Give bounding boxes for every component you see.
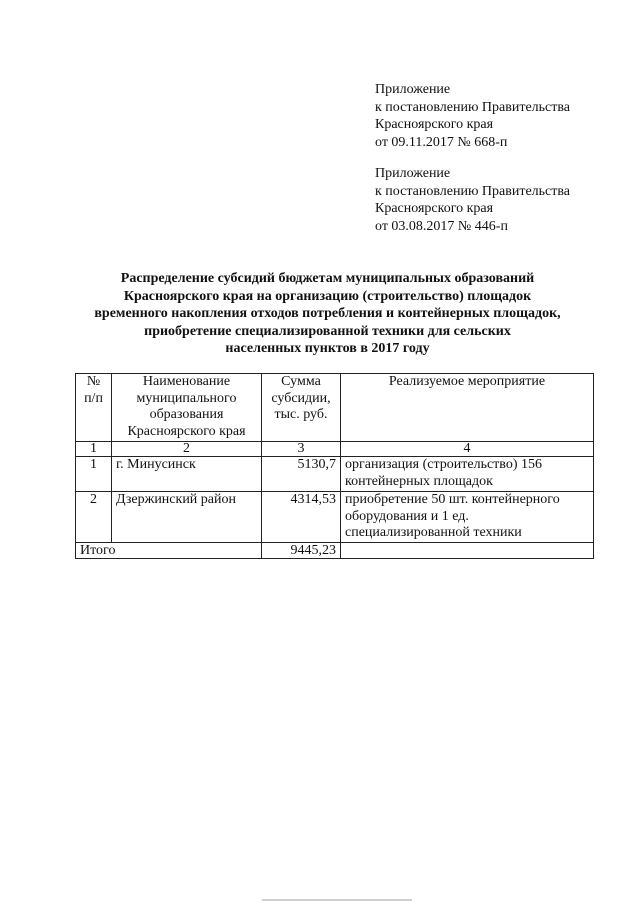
title-line: Распределение субсидий бюджетам муниципальных образований xyxy=(120,271,535,286)
total-row xyxy=(76,542,594,558)
title-line: временного накопления отходов потребления и контейнерных площадок, xyxy=(94,306,561,321)
row-sum: 4314,53 xyxy=(262,492,341,543)
header-municipality: Наименование муниципального образования Красноярского края xyxy=(112,374,262,442)
table-header-row xyxy=(76,374,594,442)
column-number: 2 xyxy=(112,442,262,457)
row-activity: приобретение 50 шт. контейнерного оборудования и 1 ед. специализированной техники xyxy=(341,492,594,543)
column-number: 3 xyxy=(262,442,341,457)
row-municipality: Дзержинский район xyxy=(112,492,262,543)
appendix-line: Приложение xyxy=(375,166,451,181)
column-number-row xyxy=(76,442,594,457)
total-activity-empty xyxy=(341,542,594,558)
row-sum: 5130,7 xyxy=(262,457,341,492)
appendix-line: от 03.08.2017 № 446-п xyxy=(375,218,508,234)
table-row xyxy=(76,492,594,543)
document-title xyxy=(60,270,595,358)
header-activity: Реализуемое мероприятие xyxy=(341,374,594,442)
row-num: 2 xyxy=(76,492,112,543)
table-row xyxy=(76,457,594,492)
header-sum: Сумма субсидии, тыс. руб. xyxy=(262,374,341,442)
appendix-line: к постановлению Правительства xyxy=(375,99,571,115)
total-label: Итого xyxy=(76,542,262,558)
appendix-line: от 09.11.2017 № 668-п xyxy=(375,134,508,150)
row-municipality: г. Минусинск xyxy=(112,457,262,492)
scan-edge-mark xyxy=(262,899,412,901)
total-sum: 9445,23 xyxy=(262,542,341,558)
appendix-line: Приложение xyxy=(375,82,451,97)
appendix-line: к постановлению Правительства xyxy=(375,183,571,199)
title-line: Красноярского края на организацию (строительство) площадок xyxy=(123,288,532,304)
appendix-reference-2 xyxy=(375,165,570,235)
appendix-line: Красноярского края xyxy=(375,201,494,216)
subsidies-table xyxy=(75,373,594,559)
title-line: приобретение специализированной техники для сельских xyxy=(144,323,511,339)
column-number: 1 xyxy=(76,442,112,457)
appendix-line: Красноярского края xyxy=(375,117,494,132)
column-number: 4 xyxy=(341,442,594,457)
row-num: 1 xyxy=(76,457,112,492)
row-activity: организация (строительство) 156 контейнерных площадок xyxy=(341,457,594,492)
title-line: населенных пунктов в 2017 году xyxy=(225,341,430,356)
appendix-reference-1 xyxy=(375,81,570,151)
header-num: № п/п xyxy=(76,374,112,442)
